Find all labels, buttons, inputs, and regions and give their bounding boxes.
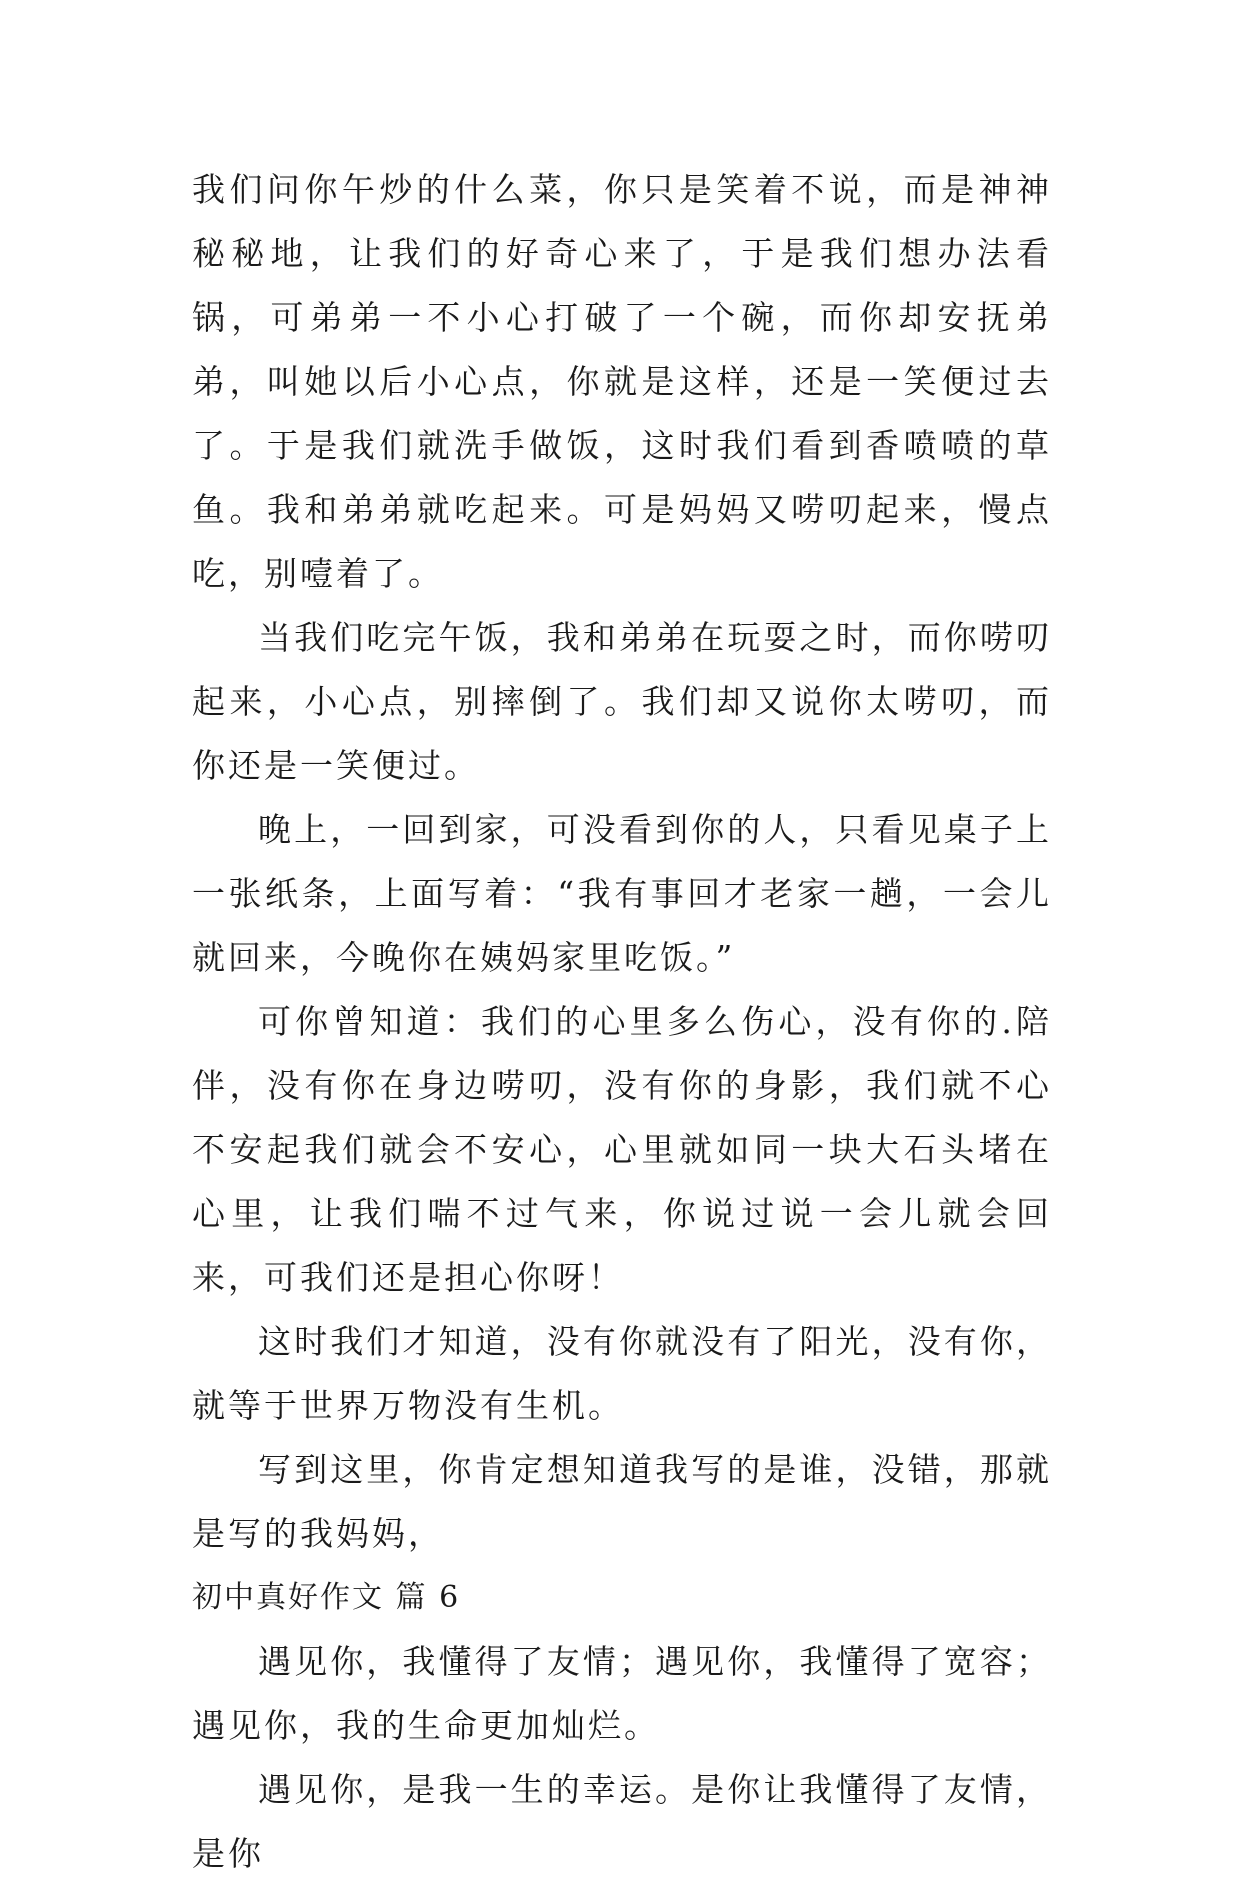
- paragraph: 这时我们才知道，没有你就没有了阳光，没有你，就等于世界万物没有生机。: [192, 1322, 1052, 1425]
- section-heading: 初中真好作文 篇 6: [192, 1580, 461, 1615]
- paragraph: 我们问你午炒的什么菜，你只是笑着不说，而是神神秘秘地，让我们的好奇心来了，于是我们想办法看锅，可弟弟一不小心打破了一个碗，而你却安抚弟弟，叫她以后小心点，你就是这样，还是一笑便过去了。于是我们就洗手做饭，这时我们看到香喷喷的草鱼。我和弟弟就吃起来。可是妈妈又唠叨起来，慢点吃，别噎着了。: [192, 170, 1052, 593]
- paragraph: 写到这里，你肯定想知道我写的是谁，没错，那就是写的我妈妈，: [192, 1450, 1052, 1553]
- paragraph: 可你曾知道：我们的心里多么伤心，没有你的.陪伴，没有你在身边唠叨，没有你的身影，我们就不心不安起我们就会不安心，心里就如同一块大石头堵在心里，让我们喘不过气来，你说过说一会儿就会回来，可我们还是担心你呀！: [192, 1002, 1052, 1297]
- paragraph: 晚上，一回到家，可没看到你的人，只看见桌子上一张纸条，上面写着：“我有事回才老家一趟，一会儿就回来，今晚你在姨妈家里吃饭。”: [192, 810, 1052, 977]
- document-body: [192, 158, 1052, 1886]
- paragraph: 遇见你，是我一生的幸运。是你让我懂得了友情，是你: [192, 1770, 1052, 1873]
- paragraph: 当我们吃完午饭，我和弟弟在玩耍之时，而你唠叨起来，小心点，别摔倒了。我们却又说你太唠叨，而你还是一笑便过。: [192, 618, 1052, 785]
- paragraph: 遇见你，我懂得了友情；遇见你，我懂得了宽容；遇见你，我的生命更加灿烂。: [192, 1642, 1052, 1745]
